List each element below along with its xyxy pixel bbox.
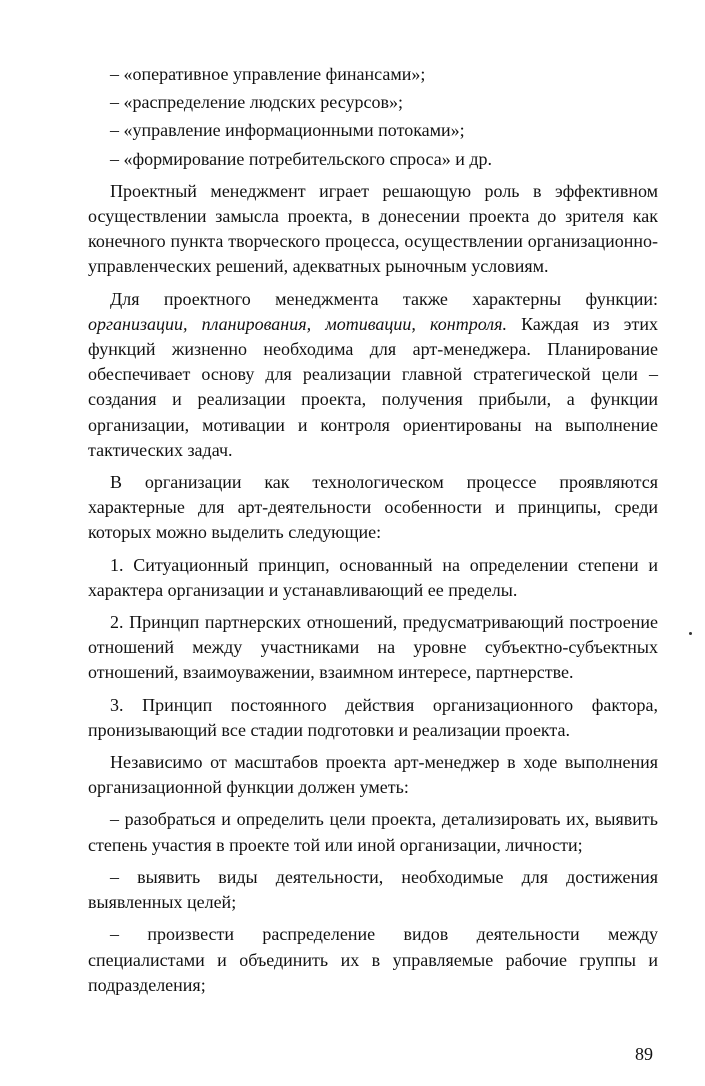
scan-speck bbox=[689, 632, 692, 635]
principle-1: 1. Ситуационный принцип, основанный на определении степени и характера организации и устанавливающий ее пределы. bbox=[88, 554, 658, 600]
principle-2: 2. Принцип партнерских отношений, предусматривающий построение отношений между участниками на уровне субъектно-субъектных отношений, взаимоуважении, взаимном интересе, партнерстве. bbox=[88, 612, 658, 683]
skill-item: – произвести распределение видов деятельности между специалистами и объединить их в управляемые рабочие группы и подразделения; bbox=[88, 924, 658, 995]
paragraph-functions bbox=[88, 287, 658, 463]
skill-item: – выявить виды деятельности, необходимые для достижения выявленных целей; bbox=[88, 866, 658, 913]
principle-3: 3. Принцип постоянного действия организационного фактора, пронизывающий все стадии подготовки и реализации проекта. bbox=[88, 694, 658, 740]
page-number: 89 bbox=[635, 1044, 653, 1064]
paragraph-skills-intro: Независимо от масштабов проекта арт-менеджер в ходе выполнения организационной функции должен уметь: bbox=[88, 752, 658, 798]
functions-rest: Каждая из этих функций жизненно необходима для арт-менеджера. Планирование обеспечивает основу для реализации главной стратегической цели – создания и реализации проекта, получения прибыли, а функции организации, мотивации и контроля ориентированы на выполнение тактических задач. bbox=[88, 313, 658, 460]
skill-item: – разобраться и определить цели проекта, детализировать их, выявить степень участия в проекте той или иной организации, личности; bbox=[88, 809, 658, 855]
list-item: – «оперативное управление финансами»; bbox=[110, 64, 426, 84]
paragraph-project-management: Проектный менеджмент играет решающую роль в эффективном осуществлении замысла проекта, в донесении проекта до зрителя как конечного пункта творческого процесса, осуществлении организационно-управленческих решений, адекватных рыночным условиям. bbox=[88, 180, 658, 277]
list-item: – «управление информационными потоками»; bbox=[110, 120, 465, 141]
page-body bbox=[88, 62, 658, 998]
functions-intro: Для проектного менеджмента также характерны функции: bbox=[110, 288, 658, 309]
paragraph-principles-intro: В организации как технологическом процессе проявляются характерные для арт-деятельности особенности и принципы, среди которых можно выделить следующие: bbox=[88, 472, 658, 543]
list-item: – «распределение людских ресурсов»; bbox=[110, 92, 403, 113]
list-item: – «формирование потребительского спроса» и др. bbox=[110, 148, 493, 169]
functions-list-italic: организации, планирования, мотивации, контроля. bbox=[88, 313, 507, 334]
